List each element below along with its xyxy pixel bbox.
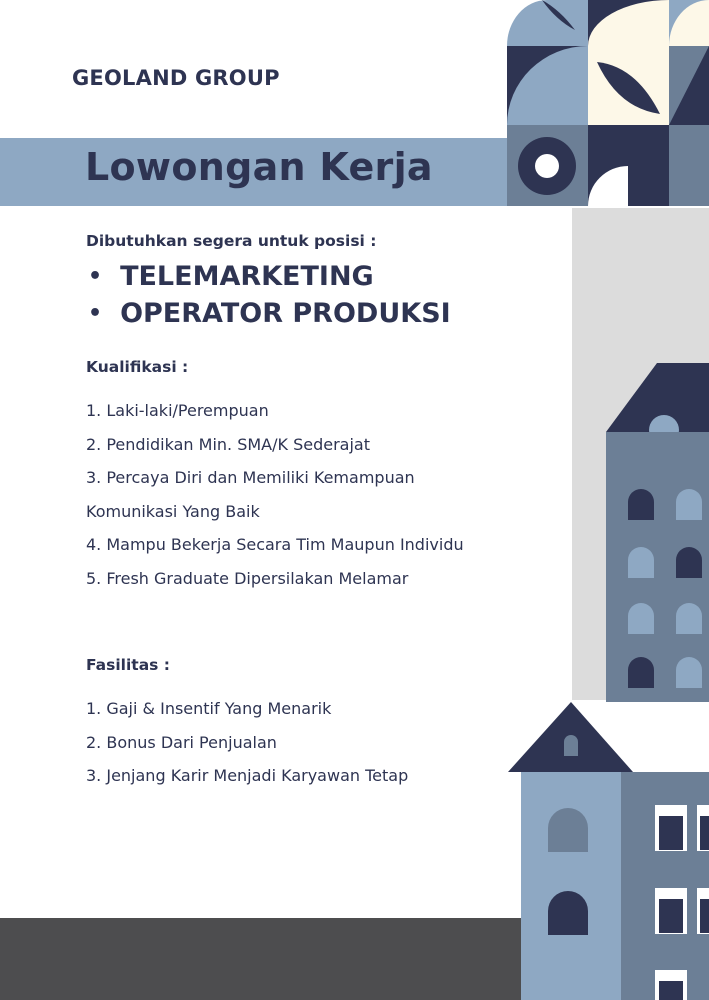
facilities-label: Fasilitas : <box>86 656 170 674</box>
list-item: 1. Gaji & Insentif Yang Menarik <box>86 699 332 718</box>
list-item: 5. Fresh Graduate Dipersilakan Melamar <box>86 568 409 588</box>
position-item: • TELEMARKETING <box>86 258 451 295</box>
list-item: 3. Percaya Diri dan Memiliki Kemampuan <box>86 468 415 487</box>
company-name: GEOLAND GROUP <box>72 66 280 90</box>
list-item: 2. Pendidikan Min. SMA/K Sederajat <box>86 434 370 454</box>
qualifications-label: Kualifikasi : <box>86 358 189 376</box>
geometric-pattern <box>507 0 709 206</box>
list-item: 1. Laki-laki/Perempuan <box>86 401 269 420</box>
list-item: 3. Jenjang Karir Menjadi Karyawan Tetap <box>86 766 409 785</box>
list-item: 2. Bonus Dari Penjualan <box>86 732 277 752</box>
building-back <box>606 363 709 702</box>
list-item: 4. Mampu Bekerja Secara Tim Maupun Individu <box>86 535 464 554</box>
page-title: Lowongan Kerja <box>85 145 433 189</box>
list-item: Komunikasi Yang Baik <box>86 501 260 521</box>
intro-label: Dibutuhkan segera untuk posisi : <box>86 232 377 250</box>
position-item: • OPERATOR PRODUKSI <box>86 295 451 332</box>
building-front <box>508 702 709 1000</box>
